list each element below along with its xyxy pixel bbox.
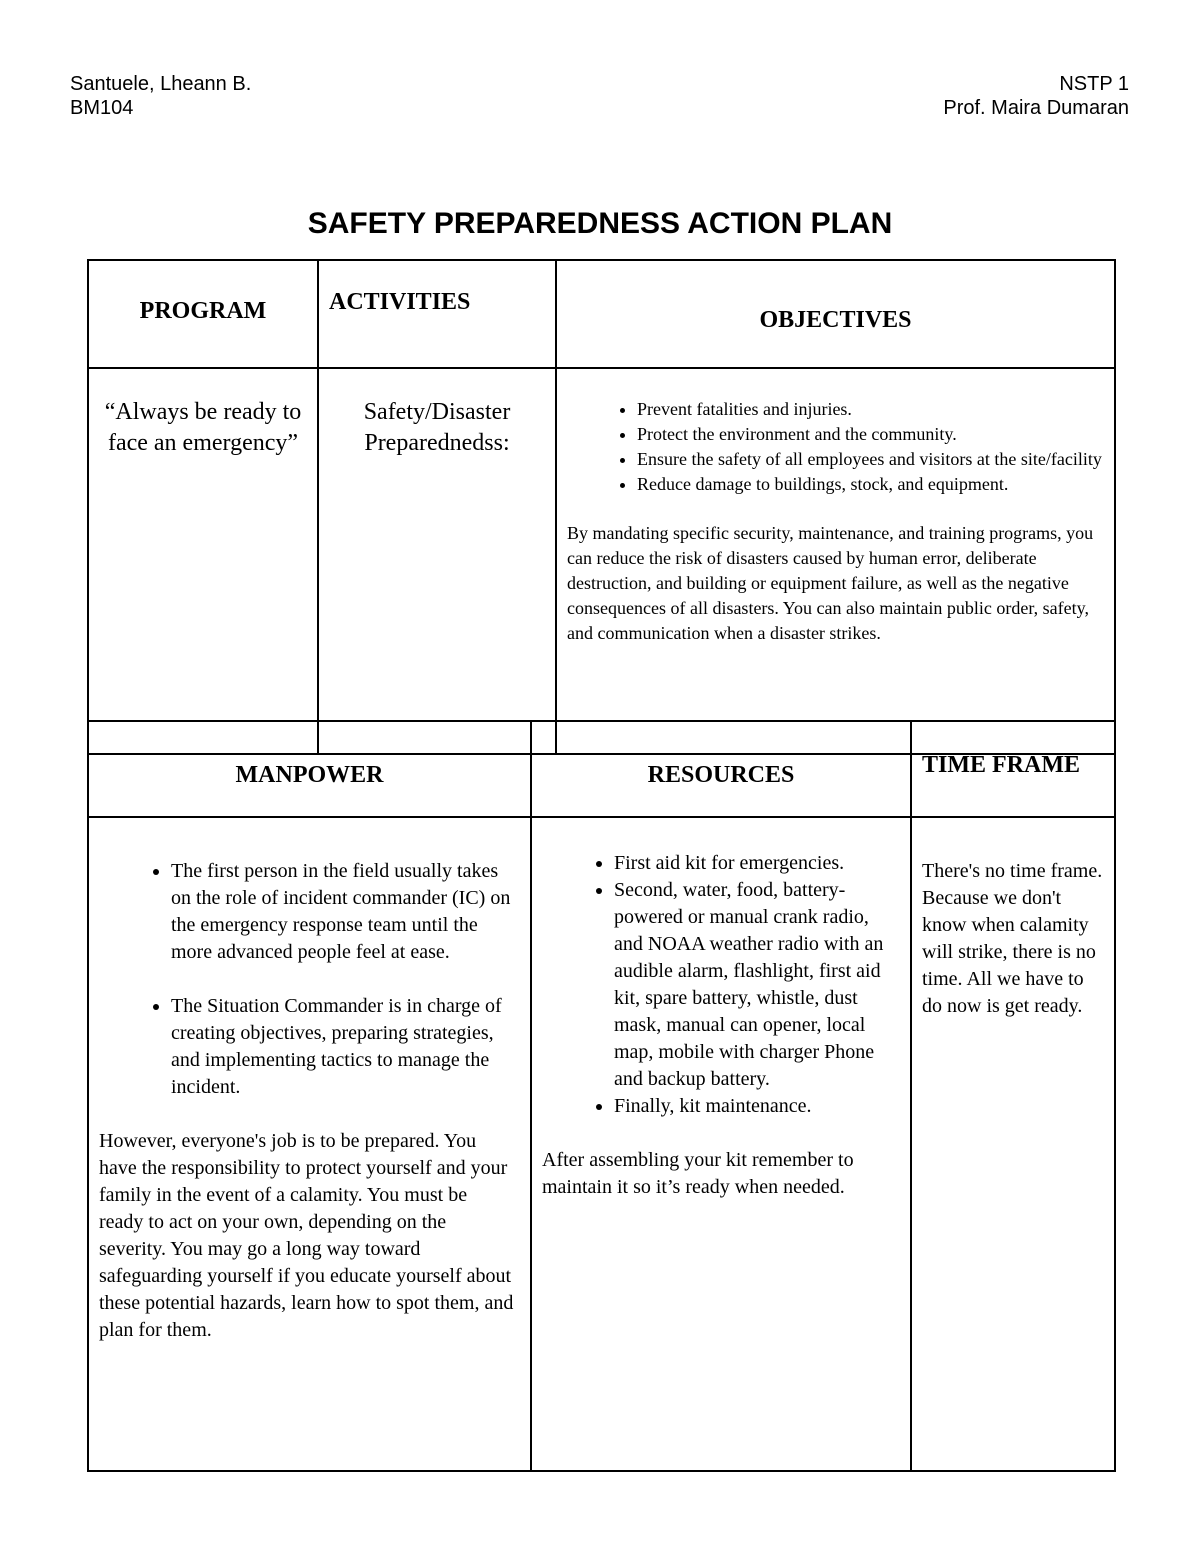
manpower-paragraph: However, everyone's job is to be prepared. You have the responsibility to protect yourself and your family in the event of a calamity. You must be ready to act on your own, depending on the severity. You may go a long way toward safeguarding yourself if you educate yourself about these potential hazards, learn how to spot them, and plan for them.	[99, 1130, 514, 1341]
list-item: • Finally, kit maintenance.	[614, 1093, 902, 1120]
professor-name: Prof. Maira Dumaran	[943, 97, 1129, 119]
objectives-paragraph: By mandating specific security, maintenance, and training programs, you can reduce the risk of disasters caused by human error, deliberate destruction, and building or equipment failure, as well as the negative consequences of all disasters. You can also maintain public order, safety, and communication when a disaster strikes.	[567, 523, 1094, 643]
header-activities: ACTIVITIES	[318, 260, 556, 368]
manpower-list	[99, 858, 516, 1101]
activities-cell: Safety/Disaster Preparednedss:	[318, 368, 556, 754]
resources-paragraph: After assembling your kit remember to maintain it so it’s ready when needed.	[542, 1149, 854, 1198]
header-resources: RESOURCES	[531, 721, 911, 817]
list-item: • Second, water, food, battery-powered or manual crank radio, and NOAA weather radio with an audible alarm, flashlight, first aid kit, spare battery, whistle, dust mask, manual can opener, local map, mobile with charger Phone and backup battery.	[614, 877, 902, 1093]
student-section: BM104	[70, 97, 134, 119]
header-manpower: MANPOWER	[88, 721, 531, 817]
program-cell: “Always be ready to face an emergency”	[88, 368, 318, 754]
list-item: • Reduce damage to buildings, stock, and equipment.	[637, 472, 1102, 497]
header-program: PROGRAM	[88, 260, 318, 368]
header-left	[70, 72, 251, 120]
list-item: • The Situation Commander is in charge of creating objectives, preparing strategies, and implementing tactics to manage the incident.	[171, 993, 516, 1101]
list-item: • Prevent fatalities and injuries.	[637, 397, 1102, 422]
manpower-cell	[88, 817, 531, 1471]
objectives-list	[567, 397, 1102, 497]
header-right	[943, 72, 1129, 120]
plan-table-bottom	[87, 720, 1116, 1472]
plan-table-top	[87, 259, 1116, 755]
table-row	[88, 368, 1115, 754]
table-header-row	[88, 260, 1115, 368]
objectives-cell	[556, 368, 1115, 754]
table-header-row	[88, 721, 1115, 817]
resources-list	[542, 850, 902, 1120]
course-name: NSTP 1	[1059, 73, 1129, 95]
student-name: Santuele, Lheann B.	[70, 73, 252, 95]
header-objectives: OBJECTIVES	[556, 260, 1115, 368]
resources-cell	[531, 817, 911, 1471]
table-row	[88, 817, 1115, 1471]
header-time-frame: TIME FRAME	[911, 721, 1115, 817]
list-item: • The first person in the field usually takes on the role of incident commander (IC) on the emergency response team until the more advanced people feel at ease.	[171, 858, 516, 966]
list-item: • Protect the environment and the community.	[637, 422, 1102, 447]
list-item: • First aid kit for emergencies.	[614, 850, 902, 877]
time-frame-cell: There's no time frame. Because we don't know when calamity will strike, there is no time. All we have to do now is get ready.	[911, 817, 1115, 1471]
list-item: • Ensure the safety of all employees and visitors at the site/facility	[637, 447, 1102, 472]
page-title: SAFETY PREPAREDNESS ACTION PLAN	[307, 207, 893, 240]
